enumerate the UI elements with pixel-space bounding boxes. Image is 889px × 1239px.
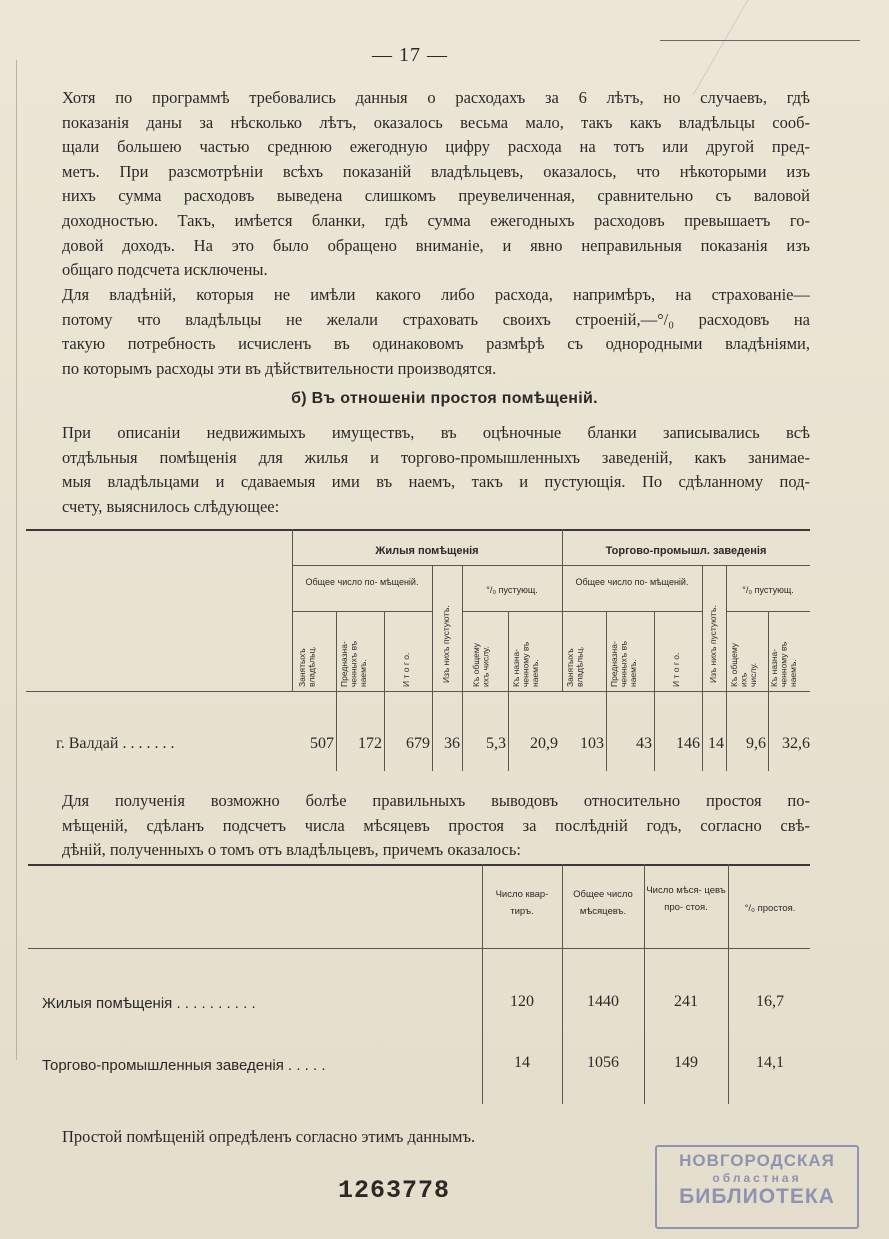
library-stamp (655, 1145, 859, 1229)
months-table (28, 864, 810, 1114)
table-cell: 241 (674, 993, 698, 1010)
text-line: потому что владѣльцы не желали страховать своихъ строеній,—°/₀ расходовъ на (62, 309, 810, 329)
row-label-commercial: Торгово-промышленныя заведенія . . . . . (42, 1057, 326, 1074)
page-edge-line (16, 60, 17, 1060)
subgroup-pct-com: °/₀ пустующ. (742, 585, 794, 595)
col-header: Къ общему ихъ числу. (729, 642, 758, 687)
stamp-line: БИБЛИОТЕКА (679, 1185, 835, 1208)
col-header: Къ общему ихъ числу. (471, 642, 491, 687)
group-rule (292, 565, 810, 566)
text-line: метъ. При разсмотрѣніи всѣхъ показаній владѣльцевъ, оказалось, что нѣкоторыми изъ (62, 161, 810, 181)
text-line: щали большею частью среднюю ежегодную цифру расхода на тотъ или другой пред- (62, 137, 810, 157)
table-top-rule (28, 864, 810, 866)
col-header-total-months: Общее число мѣсяцевъ. (573, 889, 633, 917)
col-divider (562, 864, 563, 1104)
text-line: нихъ сумма расходовъ выведена слишкомъ преувеличенная, сравнительно съ валовой (62, 186, 810, 206)
text-line: отдѣльныя помѣщенія для жилья и торгово-промышленныхъ заведеній, какъ занимае- (62, 447, 810, 467)
col-divider (644, 864, 645, 1104)
text-line: общаго подсчета исключены. (62, 260, 268, 280)
subgroup-total-res: Общее число по- мѣщеній. (305, 577, 419, 587)
subgroup-total-com: Общее число по- мѣщеній. (575, 577, 689, 587)
table-cell: 16,7 (756, 993, 784, 1010)
vacancy-table (26, 529, 810, 779)
col-header: Предназна- ченныхъ въ наемъ. (609, 640, 638, 687)
page-number: — 17 — (372, 44, 448, 66)
subgroup-rule (292, 611, 432, 612)
subgroup-pct-res: °/₀ пустующ. (486, 585, 538, 595)
header-bottom-rule (26, 691, 810, 692)
table-cell: 5,3 (486, 735, 506, 752)
text-line: довой доходъ. На это было обращено вниманіе, и явно неправильныя показанія изъ (62, 235, 810, 255)
paragraph-vacancy (62, 421, 810, 519)
col-divider (482, 864, 483, 1104)
corner-rule (660, 40, 860, 41)
stamp-line: НОВГОРОДСКАЯ (679, 1151, 835, 1170)
col-header: И т о г о. (671, 652, 681, 687)
table-cell: 120 (510, 993, 534, 1010)
text-line: Для владѣній, которыя не имѣли какого либо расхода, напримѣръ, на страхованіе— (62, 285, 810, 304)
col-divider (292, 529, 293, 691)
paragraph-expenses (62, 86, 810, 283)
col-header-idle-pct: °/₀ простоя. (744, 903, 796, 914)
text-line: Хотя по программѣ требовались данныя о расходахъ за 6 лѣтъ, но случаевъ, гдѣ (62, 88, 810, 107)
text-line: дѣній, полученныхъ о томъ отъ владѣльцевъ, причемъ оказалось: (62, 840, 521, 860)
table-cell: 149 (674, 1054, 698, 1071)
col-header: Предназна- ченныхъ въ наемъ. (339, 640, 368, 687)
table-cell: 146 (676, 735, 700, 752)
text-line: Для полученія возможно болѣе правильныхъ выводовъ относительно простоя по- (62, 791, 810, 810)
row-label-valdai: г. Валдай . . . . . . . (56, 735, 175, 752)
text-line: такую потребность исчисленъ въ одинаковомъ размѣрѣ съ однородными владѣніями, (62, 334, 810, 354)
col-divider (562, 529, 563, 691)
section-heading: б) Въ отношеніи простоя помѣщеній. (291, 390, 598, 407)
table-cell: 507 (310, 735, 334, 752)
table-top-rule (26, 529, 810, 531)
col-header: Къ назна- ченному въ наемъ. (511, 641, 540, 687)
text-line: доходностью. Такъ, имѣется бланки, гдѣ сумма ежегодныхъ расходовъ превышаетъ го- (62, 210, 810, 230)
table-cell: 14 (514, 1054, 530, 1071)
subgroup-rule (462, 611, 562, 612)
table-cell: 14,1 (756, 1054, 784, 1071)
stamp-line: областная (712, 1171, 802, 1185)
table-cell: 43 (636, 735, 652, 752)
col-header: Изъ нихъ пустуютъ. (708, 605, 718, 683)
text-line: мѣщеній, сдѣланъ подсчетъ числа мѣсяцевъ простоя за послѣдній годъ, согласно свѣ- (62, 815, 810, 835)
table-cell: 1440 (587, 993, 619, 1010)
text-line: счету, выяснилось слѣдующее: (62, 496, 280, 516)
conclusion-text: Простой помѣщеній опредѣленъ согласно этимъ даннымъ. (62, 1127, 476, 1146)
col-header: Занятыхъ владѣльц. (297, 646, 317, 687)
col-header: Къ назна- ченному въ наемъ. (769, 641, 798, 687)
catalog-number: 1263778 (338, 1176, 451, 1205)
group-header-commercial: Торгово-промышл. заведенія (605, 545, 767, 557)
text-line: показанія даны за нѣсколько лѣтъ, оказалось весьма мало, такъ какъ владѣльцы сооб- (62, 112, 810, 132)
subgroup-rule (562, 611, 702, 612)
table-cell: 172 (358, 735, 382, 752)
col-header: Изъ нихъ пустуютъ. (441, 605, 451, 683)
header-bottom-rule (28, 948, 810, 949)
col-header-idle-months: Число мѣся- цевъ про- стоя. (646, 885, 726, 913)
table-cell: 32,6 (782, 735, 810, 752)
col-header: Занятыхъ владѣльц. (565, 646, 585, 687)
table-cell: 36 (444, 735, 460, 752)
table-cell: 14 (708, 735, 724, 752)
table-cell: 20,9 (530, 735, 558, 752)
table-cell: 1056 (587, 1054, 619, 1071)
table-cell: 103 (580, 735, 604, 752)
text-line: по которымъ расходы эти въ дѣйствительности производятся. (62, 358, 497, 378)
text-line: мыя владѣльцами и сдаваемыя ими въ наемъ, такъ и пустующія. По сдѣланному под- (62, 472, 810, 492)
col-divider (728, 864, 729, 1104)
col-header: И т о г о. (401, 652, 411, 687)
row-label-residential: Жилыя помѣщенія . . . . . . . . . . (42, 995, 256, 1012)
corner-stamp-mark (693, 0, 889, 95)
paragraph-months (62, 789, 810, 863)
col-header-apartments: Число квар- тиръ. (495, 889, 549, 917)
text-line: При описаніи недвижимыхъ имуществъ, въ оцѣночные бланки записывались всѣ (62, 423, 810, 442)
paragraph-insurance (62, 283, 810, 381)
table-cell: 679 (406, 735, 430, 752)
group-header-residential: Жилыя помѣщенія (375, 545, 479, 557)
table-cell: 9,6 (746, 735, 766, 752)
